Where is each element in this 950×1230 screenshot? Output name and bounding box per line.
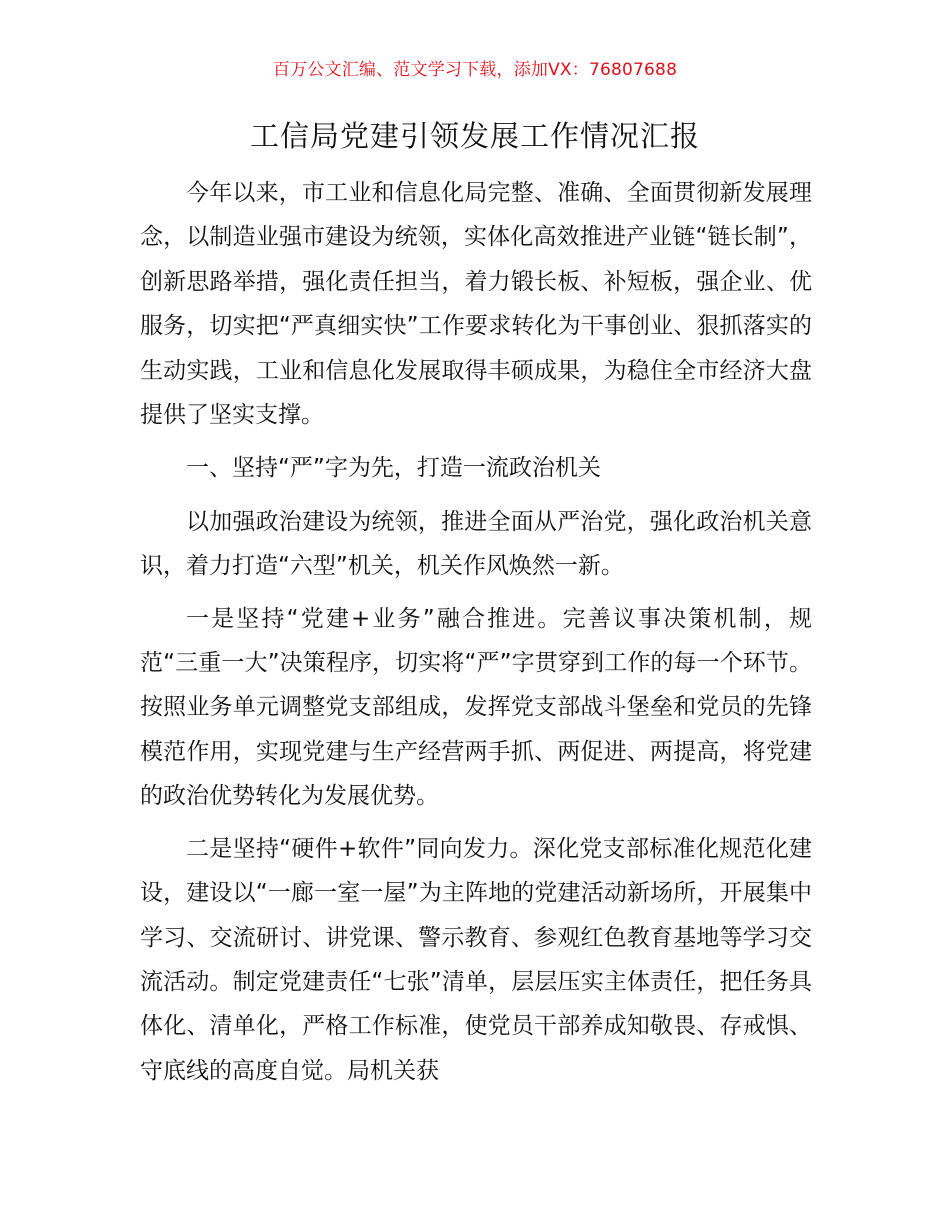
section-heading-1: 一、坚持“严”字为先，打造一流政治机关: [186, 455, 601, 482]
paragraph-intro: 今年以来，市工业和信息化局完整、准确、全面贯彻新发展理念，以制造业强市建设为统领，实体化高效推进产业链“链长制”，创新思路举措，强化责任担当，着力锻长板、补短板，强企业、优服务，切实把“严真细实快”工作要求转化为干事创业、狠抓落实的生动实践，工业和信息化发展取得丰硕成果，为稳住全市经济大盘提供了坚实支撑。: [140, 180, 812, 429]
document-body: [140, 171, 812, 1093]
paragraph-section-1-intro: 以加强政治建设为统领，推进全面从严治党，强化政治机关意识，着力打造“六型”机关，机关作风焕然一新。: [140, 508, 812, 580]
paragraph-point-1: 一是坚持“党建+业务”融合推进。完善议事决策机制，规范“三重一大”决策程序，切实将“严”字贯穿到工作的每一个环节。按照业务单元调整党支部组成，发挥党支部战斗堡垒和党员的先锋模范作用，实现党建与生产经营两手抓、两促进、两提高，将党建的政治优势转化为发展优势。: [140, 605, 812, 810]
paragraph-point-2: 二是坚持“硬件+软件”同向发力。深化党支部标准化规范化建设，建设以“一廊一室一屋”为主阵地的党建活动新场所，开展集中学习、交流研讨、讲党课、警示教育、参观红色教育基地等学习交流活动。制定党建责任“七张”清单，层层压实主体责任，把任务具体化、清单化，严格工作标准，使党员干部养成知敬畏、存戒惧、守底线的高度自觉。局机关获: [140, 835, 812, 1084]
document-title: 工信局党建引领发展工作情况汇报: [249, 119, 700, 153]
header-promo-note: 百万公文汇编、范文学习下载，添加VX：76807688: [272, 60, 678, 80]
